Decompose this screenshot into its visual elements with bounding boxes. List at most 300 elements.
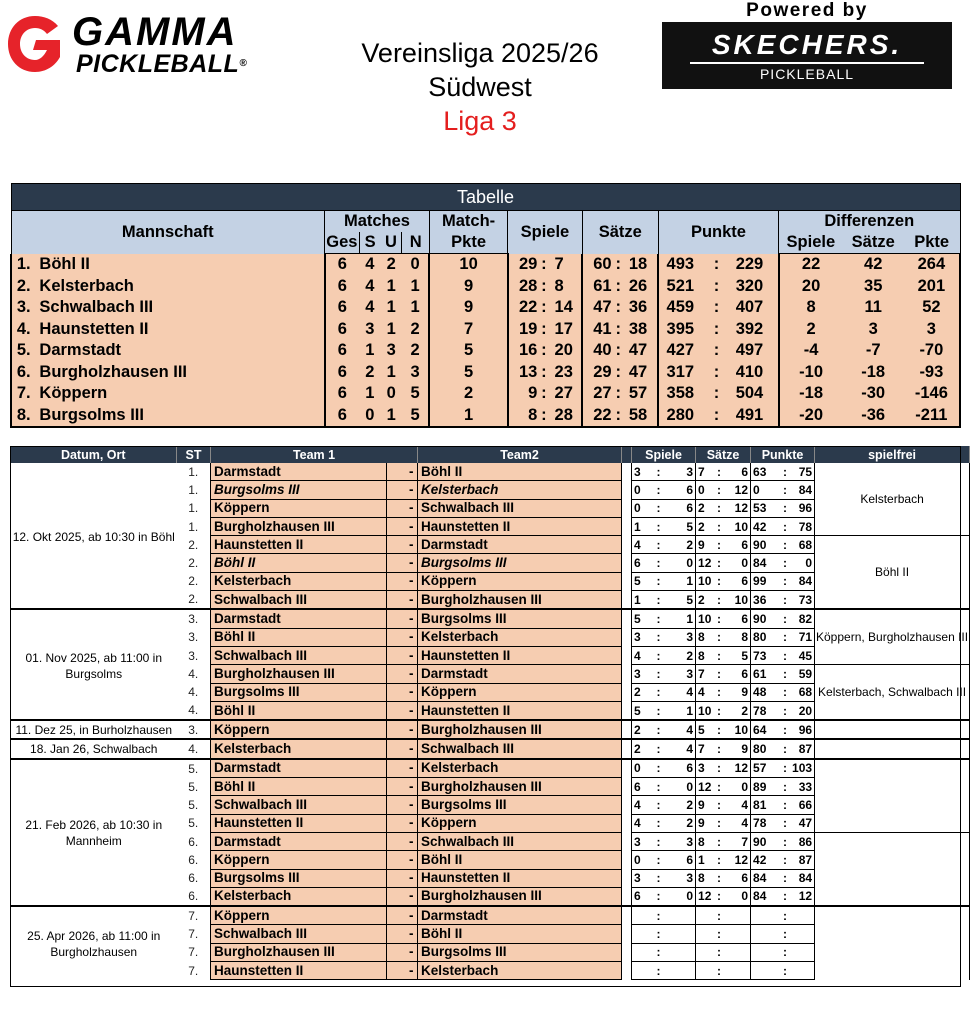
score-saetze-colon: : [714, 628, 725, 646]
team-gap [387, 628, 406, 646]
separator-colon: : [612, 405, 625, 428]
score-saetze-away: 12 [725, 851, 751, 869]
standings-sp-b: 7 [551, 254, 583, 276]
match-date-location: 12. Okt 2025, ab 10:30 in Böhl [11, 463, 177, 609]
vs-dash: - [406, 683, 418, 701]
score-spiele-home: 3 [632, 628, 652, 646]
score-saetze-away: 7 [725, 832, 751, 850]
score-punkte-away: 33 [791, 778, 815, 796]
score-saetze-colon: : [714, 887, 725, 906]
vs-dash: - [406, 517, 418, 535]
score-punkte-away [791, 943, 815, 961]
standings-sa-b: 36 [625, 297, 659, 319]
score-punkte-away: 103 [791, 759, 815, 778]
vs-dash: - [406, 720, 418, 739]
score-saetze-away: 4 [725, 796, 751, 814]
score-spiele-colon: : [652, 778, 666, 796]
score-spiele-colon: : [652, 739, 666, 758]
score-spiele-colon: : [652, 665, 666, 683]
score-punkte-away: 78 [791, 517, 815, 535]
score-saetze-colon: : [714, 591, 725, 610]
standings-pu-a: 395 [658, 319, 701, 341]
standings-ges: 6 [325, 362, 360, 384]
team-gap [387, 646, 406, 664]
score-spiele-colon: : [652, 851, 666, 869]
vs-dash: - [406, 536, 418, 554]
match-row [11, 463, 970, 481]
header-ges: Ges [325, 232, 360, 254]
score-punkte-home: 90 [751, 536, 780, 554]
vs-dash: - [406, 906, 418, 925]
separator-colon: : [537, 276, 550, 298]
standings-d-sa: -36 [843, 405, 904, 428]
header-match-pkte-2: Pkte [429, 232, 507, 254]
team2-name: Schwalbach III [418, 832, 622, 850]
score-spacer [622, 925, 632, 943]
vs-dash: - [406, 925, 418, 943]
score-punkte-home: 36 [751, 591, 780, 610]
standings-sp-b: 14 [551, 297, 583, 319]
score-punkte-colon: : [780, 499, 791, 517]
standings-sa-b: 18 [625, 254, 659, 276]
score-spiele-home: 1 [632, 517, 652, 535]
standings-sp-a: 19 [508, 319, 538, 341]
score-saetze-colon: : [714, 906, 725, 925]
standings-pu-b: 504 [732, 383, 779, 405]
score-saetze-colon: : [714, 814, 725, 832]
score-punkte-away: 96 [791, 720, 815, 739]
score-saetze-away: 0 [725, 778, 751, 796]
score-spiele-home: 6 [632, 887, 652, 906]
score-punkte-away: 73 [791, 591, 815, 610]
score-spiele-home: 0 [632, 759, 652, 778]
matchday-number: 4. [188, 685, 199, 700]
standings-ges: 6 [325, 340, 360, 362]
standings-rank: 7. [11, 383, 35, 405]
standings-mp: 7 [429, 319, 507, 341]
matchday-number: 6. [188, 871, 199, 886]
standings-row [11, 405, 960, 428]
standings-sa-a: 29 [582, 362, 612, 384]
standings-n: 1 [402, 297, 429, 319]
standings-sa-a: 22 [582, 405, 612, 428]
score-saetze-colon: : [714, 962, 725, 980]
standings-sp-b: 27 [551, 383, 583, 405]
sched-header-saetze: Sätze [696, 446, 751, 463]
score-saetze-colon: : [714, 943, 725, 961]
header-spiele: Spiele [508, 211, 582, 254]
header-matches: Matches [325, 211, 430, 233]
sched-header-team2: Team2 [418, 446, 622, 463]
standings-ges: 6 [325, 276, 360, 298]
score-saetze-colon: : [714, 536, 725, 554]
team1-name: Darmstadt [211, 609, 387, 628]
score-spiele-away: 6 [666, 851, 696, 869]
score-spiele-home: 1 [632, 591, 652, 610]
score-saetze-away: 12 [725, 499, 751, 517]
vs-dash: - [406, 572, 418, 590]
standings-pu-a: 317 [658, 362, 701, 384]
score-punkte-home: 84 [751, 887, 780, 906]
score-spiele-home: 2 [632, 720, 652, 739]
score-punkte-colon: : [780, 943, 791, 961]
separator-colon: : [537, 405, 550, 428]
standings-sp-b: 17 [551, 319, 583, 341]
team2-name: Schwalbach III [418, 499, 622, 517]
score-punkte-away: 45 [791, 646, 815, 664]
standings-d-sp: 2 [779, 319, 843, 341]
matchday-number: 3. [188, 648, 199, 663]
score-punkte-home: 42 [751, 517, 780, 535]
score-saetze-home: 9 [696, 814, 714, 832]
score-spiele-colon: : [652, 591, 666, 610]
score-spiele-home: 3 [632, 869, 652, 887]
score-saetze-away: 10 [725, 517, 751, 535]
vs-dash: - [406, 628, 418, 646]
score-punkte-colon: : [780, 720, 791, 739]
score-saetze-home: 9 [696, 796, 714, 814]
score-punkte-home: 53 [751, 499, 780, 517]
score-punkte-home: 78 [751, 701, 780, 720]
score-punkte-away: 12 [791, 887, 815, 906]
gamma-logo-icon [6, 14, 64, 74]
standings-sa-b: 38 [625, 319, 659, 341]
score-saetze-home [696, 906, 714, 925]
standings-row [11, 276, 960, 298]
team2-name: Köppern [418, 572, 622, 590]
standings-d-sp: -4 [779, 340, 843, 362]
score-punkte-colon: : [780, 536, 791, 554]
score-spacer [622, 701, 632, 720]
score-punkte-colon: : [780, 481, 791, 499]
score-saetze-colon: : [714, 517, 725, 535]
header-diff-spiele: Spiele [779, 232, 843, 254]
standings-sp-a: 16 [508, 340, 538, 362]
score-spacer [622, 665, 632, 683]
match-row [11, 609, 970, 628]
separator-colon: : [612, 276, 625, 298]
score-spiele-home [632, 943, 652, 961]
team-gap [387, 832, 406, 850]
standings-pu-a: 459 [658, 297, 701, 319]
score-spiele-home: 5 [632, 701, 652, 720]
score-spacer [622, 572, 632, 590]
score-saetze-colon: : [714, 554, 725, 572]
standings-n: 5 [402, 405, 429, 428]
score-spacer [622, 814, 632, 832]
score-spacer [622, 887, 632, 906]
vs-dash: - [406, 463, 418, 481]
standings-d-sa: -18 [843, 362, 904, 384]
score-punkte-away: 71 [791, 628, 815, 646]
score-punkte-home: 73 [751, 646, 780, 664]
bye-teams [815, 739, 970, 758]
standings-d-pu: 52 [904, 297, 960, 319]
score-spiele-colon: : [652, 517, 666, 535]
matchday-number: 7. [177, 906, 211, 925]
score-saetze-home: 7 [696, 665, 714, 683]
team2-name: Burgsolms III [418, 796, 622, 814]
score-saetze-home: 7 [696, 739, 714, 758]
vs-dash: - [406, 609, 418, 628]
team-gap [387, 701, 406, 720]
bye-teams: Köppern, Burgholzhausen III [815, 609, 970, 664]
score-saetze-away: 12 [725, 481, 751, 499]
team-gap [387, 554, 406, 572]
score-punkte-home: 84 [751, 869, 780, 887]
score-spacer [622, 943, 632, 961]
score-punkte-home: 89 [751, 778, 780, 796]
standings-u: 3 [381, 340, 402, 362]
standings-sp-a: 22 [508, 297, 538, 319]
score-spiele-colon: : [652, 463, 666, 481]
standings-d-sp: 22 [779, 254, 843, 276]
matchday-number: 1. [188, 519, 199, 534]
standings-pu-b: 320 [732, 276, 779, 298]
score-punkte-colon: : [780, 887, 791, 906]
matchday-number: 6. [188, 852, 199, 867]
score-punkte-home [751, 906, 780, 925]
matchday-number: 1. [188, 482, 199, 497]
team-gap [387, 796, 406, 814]
team1-name: Böhl II [211, 701, 387, 720]
team-gap [387, 943, 406, 961]
separator-colon: : [701, 276, 732, 298]
team2-name: Darmstadt [418, 665, 622, 683]
score-spiele-home [632, 925, 652, 943]
separator-colon: : [612, 319, 625, 341]
score-spiele-colon: : [652, 683, 666, 701]
matchday-number: 4. [188, 703, 199, 718]
standings-sp-a: 29 [508, 254, 538, 276]
score-spiele-home: 5 [632, 572, 652, 590]
vs-dash: - [406, 832, 418, 850]
score-punkte-home: 48 [751, 683, 780, 701]
match-row [11, 906, 970, 925]
score-saetze-home: 2 [696, 499, 714, 517]
team2-name: Köppern [418, 683, 622, 701]
team-gap [387, 517, 406, 535]
score-spacer [622, 739, 632, 758]
score-spacer [622, 796, 632, 814]
score-spiele-home: 0 [632, 851, 652, 869]
bye-teams: Kelsterbach [815, 463, 970, 536]
score-punkte-home: 80 [751, 628, 780, 646]
score-spiele-away: 3 [666, 832, 696, 850]
score-spiele-colon: : [652, 832, 666, 850]
standings-ges: 6 [325, 297, 360, 319]
score-spiele-colon: : [652, 499, 666, 517]
score-punkte-away: 20 [791, 701, 815, 720]
match-date-location: 01. Nov 2025, ab 11:00 in Burgsolms [11, 609, 177, 720]
team-gap [387, 591, 406, 610]
standings-d-sp: 8 [779, 297, 843, 319]
score-spacer [622, 536, 632, 554]
sponsor-divider [690, 62, 924, 64]
standings-d-sa: 11 [843, 297, 904, 319]
team1-name: Darmstadt [211, 759, 387, 778]
separator-colon: : [701, 297, 732, 319]
score-spacer [622, 759, 632, 778]
standings-u: 1 [381, 319, 402, 341]
match-row [11, 739, 970, 758]
standings-row [11, 362, 960, 384]
bye-teams [815, 832, 970, 906]
score-saetze-home: 12 [696, 887, 714, 906]
score-spiele-colon: : [652, 720, 666, 739]
matchday-number: 2. [188, 574, 199, 589]
standings-sa-b: 57 [625, 383, 659, 405]
standings-team: Köppern [35, 383, 324, 405]
score-saetze-away: 6 [725, 536, 751, 554]
team2-name: Darmstadt [418, 536, 622, 554]
standings-s: 4 [359, 254, 380, 276]
score-saetze-away: 6 [725, 609, 751, 628]
score-saetze-colon: : [714, 832, 725, 850]
standings-pu-b: 392 [732, 319, 779, 341]
score-punkte-home: 57 [751, 759, 780, 778]
team1-name: Schwalbach III [211, 796, 387, 814]
score-punkte-home: 61 [751, 665, 780, 683]
score-saetze-colon: : [714, 499, 725, 517]
sched-header-punkte: Punkte [751, 446, 815, 463]
score-spiele-away: 2 [666, 536, 696, 554]
standings-sa-a: 47 [582, 297, 612, 319]
matchday-number: 2. [188, 556, 199, 571]
standings-table [10, 183, 961, 428]
team1-name: Kelsterbach [211, 887, 387, 906]
score-spacer [622, 851, 632, 869]
standings-mp: 5 [429, 340, 507, 362]
separator-colon: : [612, 383, 625, 405]
score-spiele-away: 6 [666, 481, 696, 499]
standings-d-pu: -93 [904, 362, 960, 384]
header-differenzen: Differenzen [779, 211, 960, 233]
matchday-number: 7. [188, 945, 199, 960]
team1-name: Haunstetten II [211, 536, 387, 554]
score-spiele-colon: : [652, 646, 666, 664]
standings-row [11, 340, 960, 362]
score-spiele-away: 2 [666, 814, 696, 832]
score-punkte-away: 0 [791, 554, 815, 572]
score-punkte-colon: : [780, 739, 791, 758]
score-saetze-colon: : [714, 925, 725, 943]
score-spiele-home: 3 [632, 665, 652, 683]
matchday-number: 7. [188, 927, 199, 942]
score-saetze-home: 8 [696, 628, 714, 646]
score-spacer [622, 517, 632, 535]
score-punkte-colon: : [780, 925, 791, 943]
vs-dash: - [406, 796, 418, 814]
standings-d-pu: 264 [904, 254, 960, 276]
standings-ges: 6 [325, 254, 360, 276]
score-spiele-colon: : [652, 572, 666, 590]
team-gap [387, 778, 406, 796]
score-saetze-away: 4 [725, 814, 751, 832]
score-punkte-away: 84 [791, 869, 815, 887]
score-saetze-away: 10 [725, 591, 751, 610]
score-spiele-colon: : [652, 554, 666, 572]
team-gap [387, 720, 406, 739]
sched-header-date: Datum, Ort [11, 446, 177, 463]
team2-name: Köppern [418, 814, 622, 832]
standings-team: Schwalbach III [35, 297, 324, 319]
team1-name: Burgholzhausen III [211, 665, 387, 683]
score-spacer [622, 720, 632, 739]
standings-sp-a: 9 [508, 383, 538, 405]
score-spiele-away [666, 906, 696, 925]
separator-colon: : [701, 319, 732, 341]
score-spiele-home: 2 [632, 683, 652, 701]
standings-s: 3 [359, 319, 380, 341]
team-gap [387, 572, 406, 590]
match-date-location: 25. Apr 2026, ab 11:00 in Burgholzhausen [11, 906, 177, 980]
score-spiele-away: 4 [666, 720, 696, 739]
team1-name: Kelsterbach [211, 572, 387, 590]
team2-name: Burgholzhausen III [418, 591, 622, 610]
score-punkte-away: 47 [791, 814, 815, 832]
score-punkte-home: 64 [751, 720, 780, 739]
team2-name: Kelsterbach [418, 759, 622, 778]
score-spiele-away: 4 [666, 739, 696, 758]
standings-pu-b: 407 [732, 297, 779, 319]
standings-u: 0 [381, 383, 402, 405]
score-saetze-away [725, 906, 751, 925]
score-spiele-home: 4 [632, 646, 652, 664]
score-spiele-colon: : [652, 925, 666, 943]
score-saetze-colon: : [714, 796, 725, 814]
score-spiele-away: 5 [666, 517, 696, 535]
sched-header-spiele: Spiele [632, 446, 696, 463]
score-saetze-away: 0 [725, 887, 751, 906]
score-saetze-home: 2 [696, 591, 714, 610]
score-punkte-home: 0 [751, 481, 780, 499]
score-spiele-home: 4 [632, 814, 652, 832]
score-saetze-home: 8 [696, 869, 714, 887]
score-spiele-colon: : [652, 759, 666, 778]
score-punkte-colon: : [780, 832, 791, 850]
score-spacer [622, 499, 632, 517]
score-punkte-away: 66 [791, 796, 815, 814]
team1-name: Burgsolms III [211, 683, 387, 701]
team2-name: Kelsterbach [418, 962, 622, 980]
score-spacer [622, 962, 632, 980]
score-punkte-away: 84 [791, 572, 815, 590]
score-saetze-away: 6 [725, 665, 751, 683]
score-spiele-home: 6 [632, 778, 652, 796]
separator-colon: : [612, 362, 625, 384]
score-saetze-away: 8 [725, 628, 751, 646]
standings-sp-b: 8 [551, 276, 583, 298]
score-punkte-home [751, 962, 780, 980]
standings-team: Darmstadt [35, 340, 324, 362]
score-saetze-away [725, 962, 751, 980]
standings-d-pu: 201 [904, 276, 960, 298]
team1-name: Burgsolms III [211, 481, 387, 499]
score-saetze-colon: : [714, 572, 725, 590]
sponsor-brand: SKECHERS. [711, 29, 903, 60]
score-spiele-home: 0 [632, 499, 652, 517]
score-saetze-home [696, 962, 714, 980]
score-spacer [622, 778, 632, 796]
matchday-number: 4. [188, 666, 199, 681]
score-saetze-home [696, 943, 714, 961]
team2-name: Schwalbach III [418, 739, 622, 758]
score-saetze-colon: : [714, 869, 725, 887]
separator-colon: : [701, 254, 732, 276]
bye-teams: Kelsterbach, Schwalbach III [815, 665, 970, 720]
schedule-table [10, 446, 970, 980]
